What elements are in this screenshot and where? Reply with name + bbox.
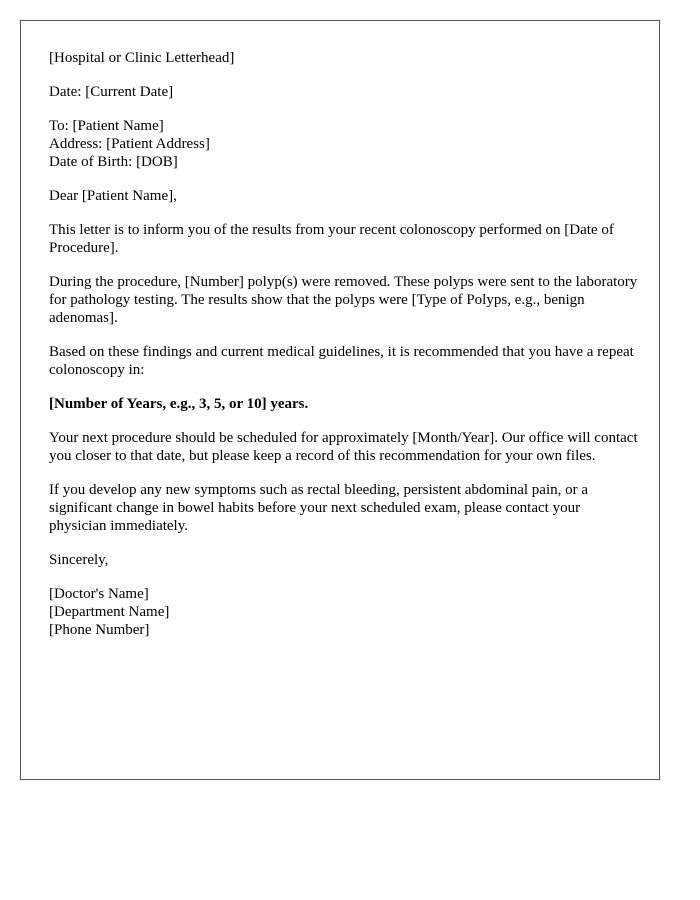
letter-frame <box>20 20 660 780</box>
letter-body <box>49 49 639 655</box>
interval-statement: [Number of Years, e.g., 3, 5, or 10] years. <box>49 396 309 412</box>
signature-doctor: [Doctor's Name] <box>49 586 149 602</box>
scheduling-paragraph: Your next procedure should be scheduled for approximately [Month/Year]. Our office will contact you closer to that date, but please keep a record of this recommendation for your own files. <box>49 430 638 464</box>
recipient-address: Address: [Patient Address] <box>49 136 210 152</box>
signature-department: [Department Name] <box>49 604 170 620</box>
intro-paragraph: This letter is to inform you of the results from your recent colonoscopy performed on [Date of Procedure]. <box>49 222 614 256</box>
date-line: Date: [Current Date] <box>49 84 174 100</box>
letterhead: [Hospital or Clinic Letterhead] <box>49 50 235 66</box>
recipient-name: To: [Patient Name] <box>49 118 164 134</box>
recipient-dob: Date of Birth: [DOB] <box>49 154 178 170</box>
salutation: Dear [Patient Name], <box>49 188 177 204</box>
symptoms-paragraph: If you develop any new symptoms such as rectal bleeding, persistent abdominal pain, or a significant change in bowel habits before your next scheduled exam, please contact your physician immediately. <box>49 482 589 534</box>
signature-phone: [Phone Number] <box>49 622 150 638</box>
closing: Sincerely, <box>49 552 109 568</box>
recipient-block <box>49 117 639 171</box>
signature-block <box>49 585 639 639</box>
recommendation-paragraph: Based on these findings and current medical guidelines, it is recommended that you have a repeat colonoscopy in: <box>49 344 634 378</box>
findings-paragraph: During the procedure, [Number] polyp(s) were removed. These polyps were sent to the laboratory for pathology testing. The results show that the polyps were [Type of Polyps, e.g., benign adenomas]. <box>49 274 638 326</box>
